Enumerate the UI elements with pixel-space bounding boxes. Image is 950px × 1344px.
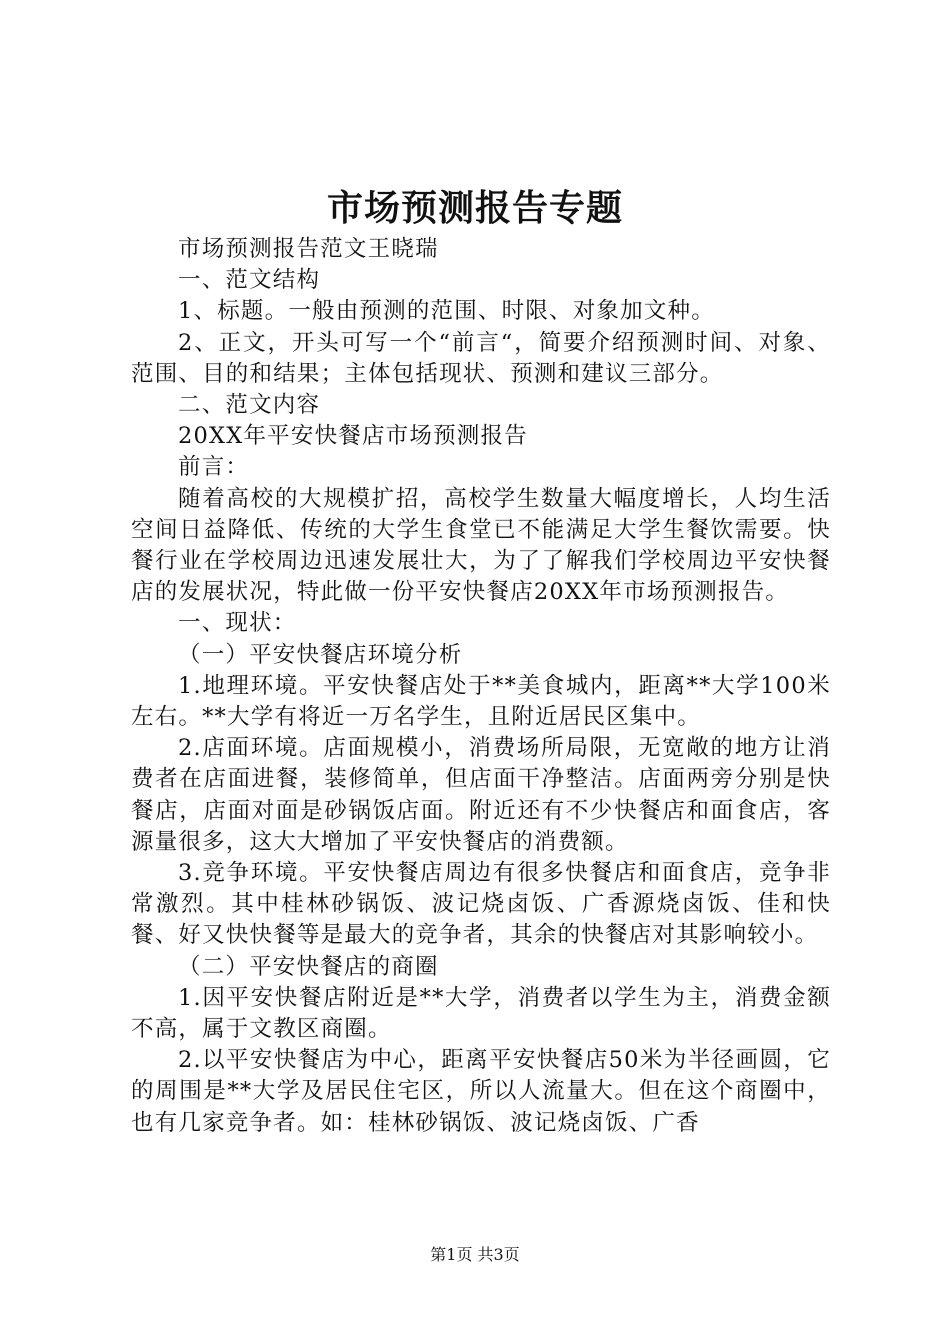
paragraph: 一、现状： xyxy=(178,610,297,637)
paragraph: 20XX年平安快餐店市场预测报告 xyxy=(178,423,528,450)
document-body xyxy=(131,234,831,1139)
paragraph: 1.因平安快餐店附近是**大学，消费者以学生为主，消费金额不高，属于文教区商圈。 xyxy=(131,984,831,1043)
paragraph: 一、范文结构 xyxy=(178,267,321,294)
document-title: 市场预测报告专题 xyxy=(326,187,623,229)
paragraph: （一）平安快餐店环境分析 xyxy=(178,641,463,668)
paragraph: 前言： xyxy=(178,454,250,481)
paragraph: 2.店面环境。店面规模小，消费场所局限，无宽敞的地方让消费者在店面进餐，装修简单，但店面干净整洁。店面两旁分别是快餐店，店面对面是砂锅饭店面。附近还有不少快餐店和面食店，客源量很多，这大大增加了平安快餐店的消费额。 xyxy=(131,735,831,855)
paragraph: 3.竞争环境。平安快餐店周边有很多快餐店和面食店，竞争非常激烈。其中桂林砂锅饭、波记烧卤饭、广香源烧卤饭、佳和快餐、好又快快餐等是最大的竞争者，其余的快餐店对其影响较小。 xyxy=(131,860,831,949)
paragraph: 2、正文，开头可写一个“前言“，简要介绍预测时间、对象、范围、目的和结果；主体包括现状、预测和建议三部分。 xyxy=(131,329,831,387)
paragraph: 1.地理环境。平安快餐店处于**美食城内，距离**大学100米左右。**大学有将近一万名学生，且附近居民区集中。 xyxy=(131,672,831,731)
paragraph: 市场预测报告范文王晓瑞 xyxy=(178,236,439,262)
paragraph: 二、范文内容 xyxy=(178,392,321,419)
paragraph: 随着高校的大规模扩招，高校学生数量大幅度增长，人均生活空间日益降低、传统的大学生食堂已不能满足大学生餐饮需要。快餐行业在学校周边迅速发展壮大，为了了解我们学校周边平安快餐店的发展状况，特此做一份平安快餐店20XX年市场预测报告。 xyxy=(131,485,831,606)
page-footer: 第1页 共3页 xyxy=(430,1245,520,1264)
paragraph: 1、标题。一般由预测的范围、时限、对象加文种。 xyxy=(178,298,715,325)
paragraph: （二）平安快餐店的商圈 xyxy=(178,953,439,980)
paragraph: 2.以平安快餐店为中心，距离平安快餐店50米为半径画圆，它的周围是**大学及居民住宅区，所以人流量大。但在这个商圈中，也有几家竞争者。如：桂林砂锅饭、波记烧卤饭、广香 xyxy=(131,1047,831,1136)
